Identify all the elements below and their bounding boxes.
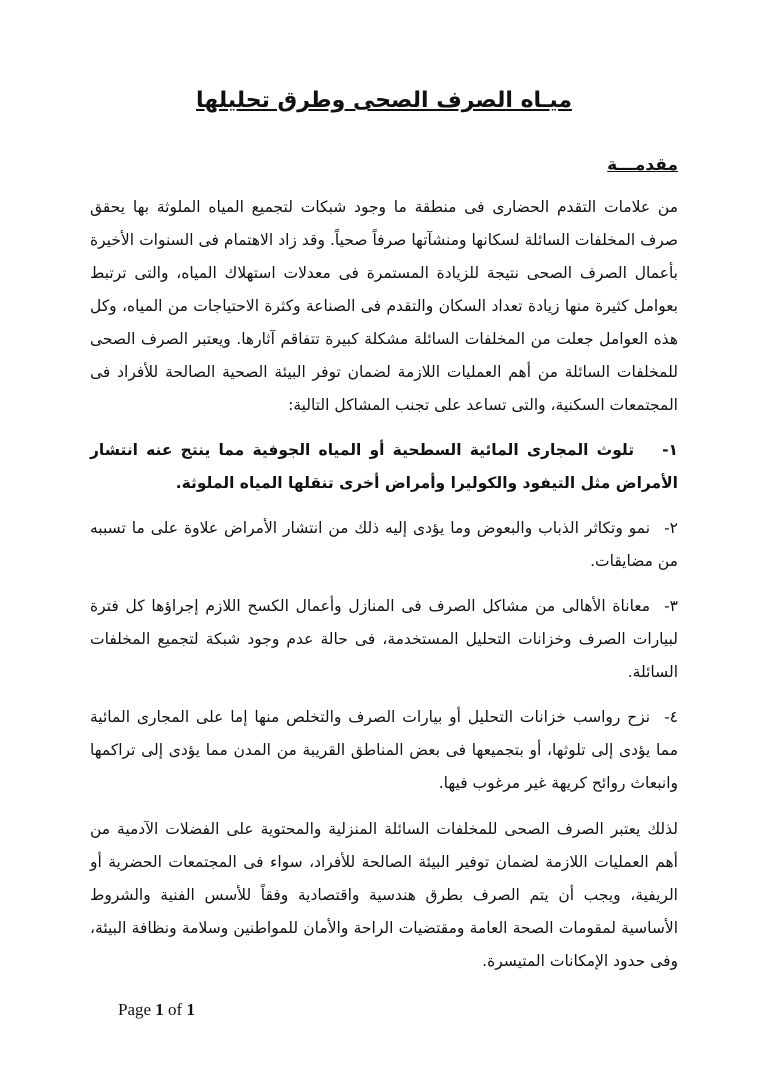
- list-item-2: [90, 512, 678, 578]
- list-item-4: [90, 701, 678, 800]
- list-item-4-text: نزح رواسب خزانات التحليل أو بيارات الصرف والتخلص منها إما على المجارى المائية مما يؤدى إلى تلوثها، أو بتجميعها فى بعض المناطق القريبة من المدن مما يؤدى إلى تراكمها وانبعاث روائح كريهة غير مرغوب فيها.: [90, 708, 678, 792]
- list-item-4-number: ٤-: [664, 708, 678, 726]
- footer-of-word: of: [168, 1000, 183, 1019]
- intro-paragraph: من علامات التقدم الحضارى فى منطقة ما وجود شبكات لتجميع المياه الملوثة بها يحقق صرف المخلفات السائلة لسكانها ومنشآتها صرفاً صحياً. وقد زاد الاهتمام فى السنوات الأخيرة بأعمال الصرف الصحى نتيجة للزيادة المستمرة فى معدلات استهلاك المياه، والتى ترتبط بعوامل كثيرة منها زيادة تعداد السكان والتقدم فى الصناعة وكثرة الاحتياجات من المياه، وكل هذه العوامل جعلت من المخلفات السائلة مشكلة كبيرة تتفاقم آثارها. ويعتبر الصرف الصحى للمخلفات السائلة من أهم العمليات اللازمة لضمان توفر البيئة الصحية الصالحة للأفراد فى المجتمعات السكنية، والتى تساعد على تجنب المشاكل التالية:: [90, 198, 678, 414]
- page-footer: [118, 1000, 195, 1020]
- footer-page-number: 1: [155, 1000, 164, 1019]
- list-item-1: [90, 434, 678, 500]
- intro-heading: مقدمـــة: [607, 155, 678, 175]
- list-item-3: [90, 590, 678, 689]
- list-item-2-number: ٢-: [664, 519, 678, 537]
- list-item-1-text: تلوث المجارى المائية السطحية أو المياه الجوفية مما ينتج عنه انتشار الأمراض مثل التيفود والكوليرا وأمراض أخرى تنقلها المياه الملوثة.: [90, 441, 678, 492]
- footer-page-word: Page: [118, 1000, 152, 1019]
- list-item-1-number: ١-: [662, 441, 678, 459]
- footer-total-pages: 1: [186, 1000, 195, 1019]
- closing-paragraph: لذلك يعتبر الصرف الصحى للمخلفات السائلة المنزلية والمحتوية على الفضلات الآدمية من أهم العمليات اللازمة لضمان توفير البيئة الصالحة للأفراد، سواء فى المجتمعات الحضرية أو الريفية، ويجب أن يتم الصرف بطرق هندسية واقتصادية وفقاً للأسس الفنية والشروط الأساسية لمقومات الصحة العامة ومقتضيات الراحة والأمان للمواطنين وسلامة ونظافة البيئة، وفى حدود الإمكانات المتيسرة.: [90, 820, 678, 970]
- list-item-3-number: ٣-: [664, 597, 678, 615]
- document-title: ميـاه الصرف الصحى وطرق تحليلها: [196, 88, 572, 113]
- list-item-3-text: معاناة الأهالى من مشاكل الصرف فى المنازل وأعمال الكسح اللازم إجراؤها كل فترة لبيارات الصرف وخزانات التحليل المستخدمة، فى حالة عدم وجود شبكة لتجميع المخلفات السائلة.: [90, 597, 678, 681]
- list-item-2-text: نمو وتكاثر الذباب والبعوض وما يؤدى إليه ذلك من انتشار الأمراض علاوة على ما تسببه من مضايقات.: [90, 519, 678, 570]
